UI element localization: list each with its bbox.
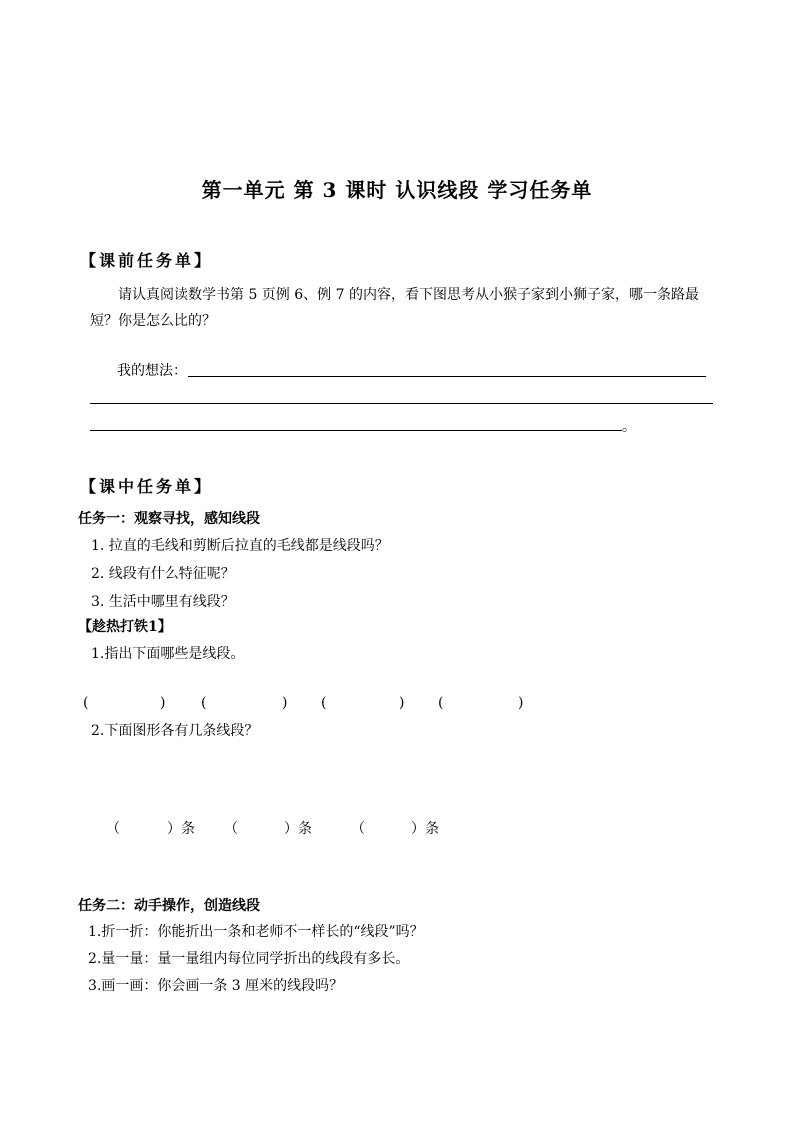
task2-item-2: 2.量一量：量一量组内每位同学折出的线段有多长。: [88, 951, 410, 967]
practice-q1: 1.指出下面哪些是线段。: [91, 646, 245, 662]
q1-blank-open-4: (: [438, 695, 444, 711]
q1-blank-close-3: ): [399, 695, 405, 711]
end-mark: 。: [622, 419, 636, 435]
page-title: 第一单元 第 3 课时 认识线段 学习任务单: [201, 178, 593, 202]
q2-blank-close-1: ）条: [167, 821, 195, 837]
practice-heading: 【趁热打铁1】: [78, 619, 172, 635]
q1-blank-open-1: (: [83, 695, 89, 711]
answer-line-2: [90, 403, 713, 404]
task1-item-3: 3. 生活中哪里有线段？: [91, 594, 235, 610]
task1-item-1: 1. 拉直的毛线和剪断后拉直的毛线都是线段吗？: [91, 538, 389, 554]
q2-blank-open-3: （: [351, 821, 365, 837]
task2-item-1: 1.折一折：你能折出一条和老师不一样长的“线段”吗？: [88, 924, 424, 940]
q2-blank-open-1: （: [106, 821, 120, 837]
task1-title: 任务一：观察寻找，感知线段: [78, 511, 260, 527]
answer-line-1: [188, 376, 706, 377]
task2-item-3: 3.画一画：你会画一条 3 厘米的线段吗？: [88, 978, 344, 994]
practice-q2: 2.下面图形各有几条线段？: [91, 723, 259, 739]
pre-class-paragraph: 请认真阅读数学书第 5 页例 6、例 7 的内容，看下图思考从小猴子家到小狮子家，哪一条路最短？你是怎么比的？: [90, 287, 699, 329]
in-class-heading: 【课中任务单】: [80, 477, 214, 496]
q1-blank-close-2: ): [282, 695, 288, 711]
q2-blank-close-2: ）条: [284, 821, 312, 837]
q2-blank-open-2: （: [224, 821, 238, 837]
pre-class-heading: 【课前任务单】: [80, 251, 214, 270]
answer-line-3: [90, 430, 622, 431]
q1-blank-close-1: ): [160, 695, 166, 711]
task1-item-2: 2. 线段有什么特征呢？: [91, 566, 235, 582]
q1-blank-open-3: (: [321, 695, 327, 711]
q2-blank-close-3: ）条: [411, 821, 439, 837]
q1-blank-close-4: ): [518, 695, 524, 711]
task2-title: 任务二：动手操作，创造线段: [78, 898, 260, 914]
q1-blank-open-2: (: [201, 695, 207, 711]
my-idea-label: 我的想法：: [117, 363, 187, 379]
